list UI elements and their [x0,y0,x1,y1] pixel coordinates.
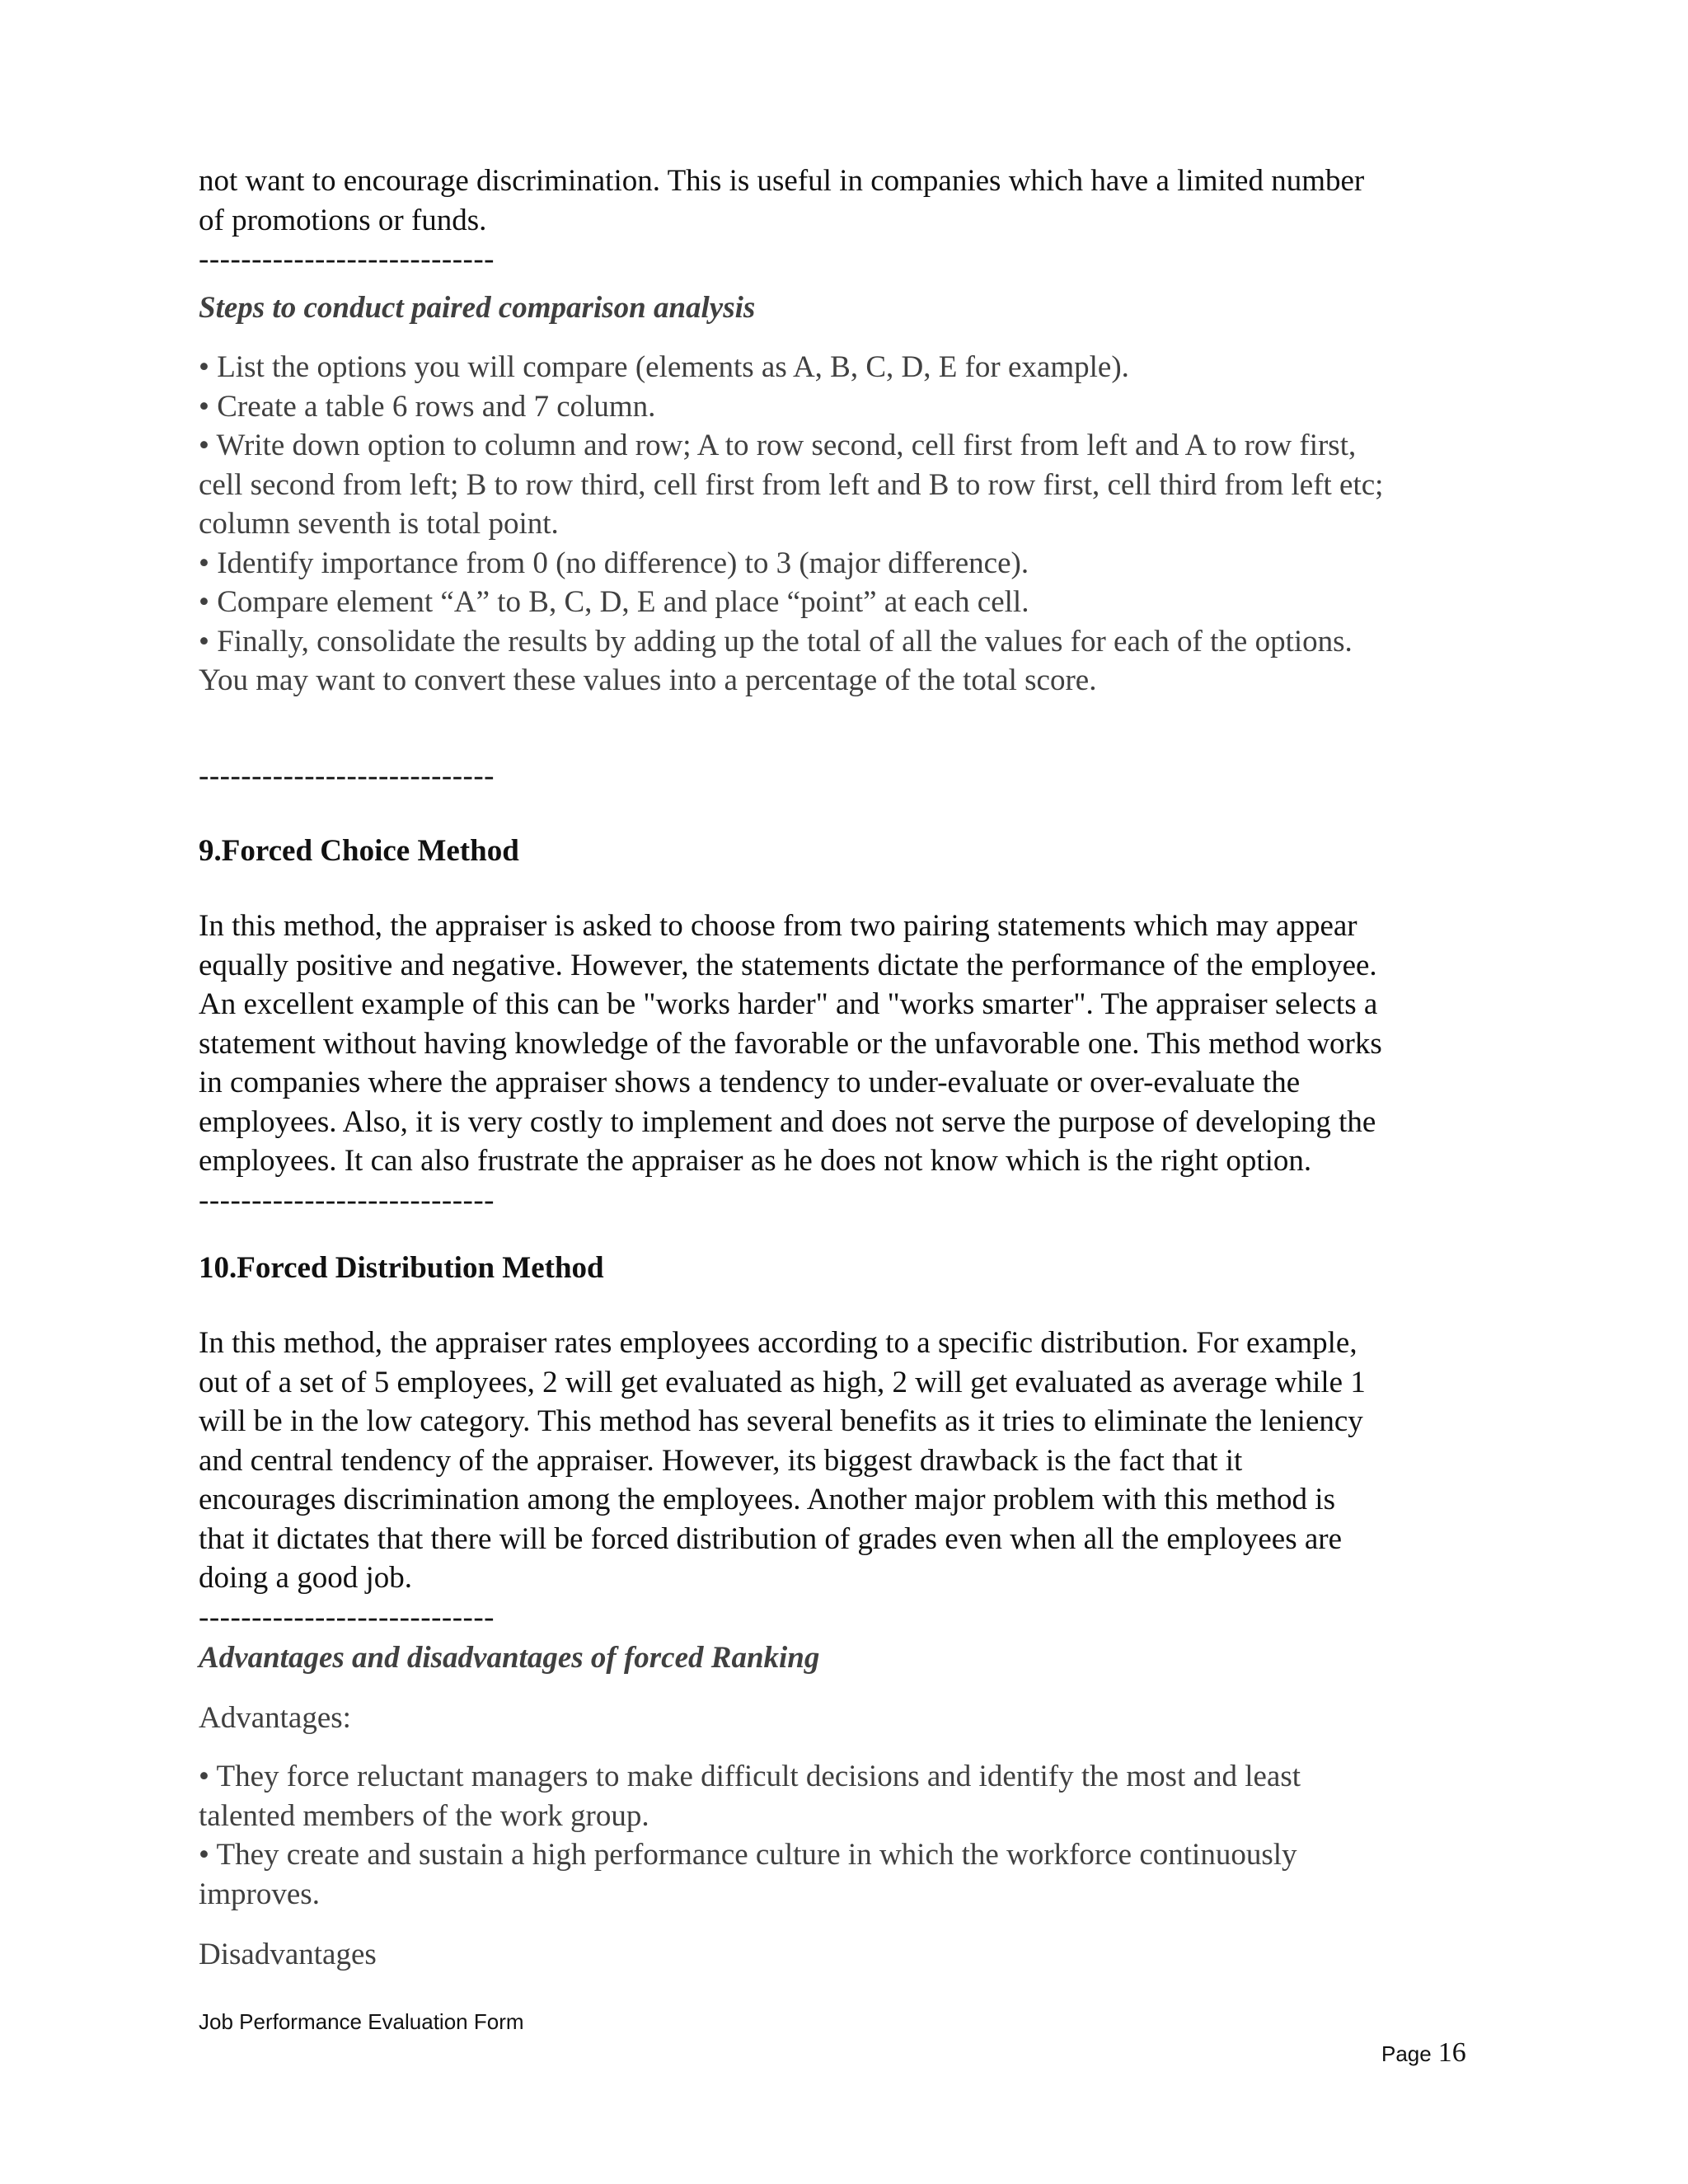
forced-choice-paragraph [199,907,1509,1220]
step-line: cell second from left; B to row third, cell first from left and B to row first, cell third from left etc; [199,467,1384,502]
section-separator: ---------------------------- [199,759,495,793]
paragraph-line: In this method, the appraiser rates employees according to a specific distribution. For example, [199,1326,1357,1360]
paragraph-line: and central tendency of the appraiser. However, its biggest drawback is the fact that it [199,1443,1243,1478]
page-label: Page [1381,2041,1432,2066]
footer-page-number [1381,2036,1466,2070]
intro-line: of promotions or funds. [199,203,487,237]
list-item: talented members of the work group. [199,1798,649,1833]
paragraph-line: out of a set of 5 employees, 2 will get evaluated as high, 2 will get evaluated as average while 1 [199,1365,1366,1399]
step-line: • Finally, consolidate the results by adding up the total of all the values for each of the options. [199,624,1353,658]
intro-paragraph [199,162,1509,279]
paragraph-line: doing a good job. [199,1561,412,1595]
list-item: • They force reluctant managers to make difficult decisions and identify the most and least [199,1760,1301,1793]
paragraph-line: encourages discrimination among the employees. Another major problem with this method is [199,1483,1335,1516]
paragraph-line: In this method, the appraiser is asked to choose from two pairing statements which may appear [199,909,1357,943]
step-line: • Create a table 6 rows and 7 column. [199,389,656,424]
paired-comparison-steps [199,348,1509,701]
step-line: You may want to convert these values into a percentage of the total score. [199,663,1097,697]
paragraph-line: will be in the low category. This method has several benefits as it tries to eliminate the leniency [199,1404,1363,1438]
step-line: • List the options you will compare (elements as A, B, C, D, E for example). [199,350,1129,384]
page-number: 16 [1437,2037,1466,2068]
paragraph-line: that it dictates that there will be forced distribution of grades even when all the employees are [199,1521,1343,1556]
step-line: • Compare element “A” to B, C, D, E and place “point” at each cell. [199,585,1029,619]
paragraph-line: employees. Also, it is very costly to implement and does not serve the purpose of developing the [199,1104,1376,1139]
forced-choice-heading: 9.Forced Choice Method [199,834,519,868]
list-item: improves. [199,1877,320,1911]
intro-line: not want to encourage discrimination. This is useful in companies which have a limited number [199,164,1365,198]
section-separator: ---------------------------- [199,1600,495,1634]
paragraph-line: employees. It can also frustrate the appraiser as he does not know which is the right option. [199,1144,1312,1178]
forced-distribution-paragraph [199,1324,1509,1637]
footer-document-title: Job Performance Evaluation Form [199,2009,524,2034]
forced-ranking-heading: Advantages and disadvantages of forced Ranking [199,1641,820,1675]
paragraph-line: An excellent example of this can be "works harder" and "works smarter". The appraiser selects a [199,987,1378,1021]
paragraph-line: equally positive and negative. However, the statements dictate the performance of the employee. [199,948,1377,982]
paragraph-line: in companies where the appraiser shows a tendency to under-evaluate or over-evaluate the [199,1066,1301,1099]
paired-comparison-heading: Steps to conduct paired comparison analysis [199,291,756,325]
advantages-list [199,1757,1509,1914]
section-separator: ---------------------------- [199,1183,495,1217]
list-item: • They create and sustain a high performance culture in which the workforce continuously [199,1838,1297,1872]
paragraph-line: statement without having knowledge of the favorable or the unfavorable one. This method works [199,1026,1382,1061]
step-line: • Write down option to column and row; A to row second, cell first from left and A to row first, [199,429,1357,462]
advantages-label: Advantages: [199,1701,351,1735]
section-separator: ---------------------------- [199,242,495,276]
step-line: column seventh is total point. [199,507,559,541]
step-line: • Identify importance from 0 (no difference) to 3 (major difference). [199,546,1029,580]
disadvantages-label: Disadvantages [199,1938,377,1971]
forced-distribution-heading: 10.Forced Distribution Method [199,1251,604,1285]
